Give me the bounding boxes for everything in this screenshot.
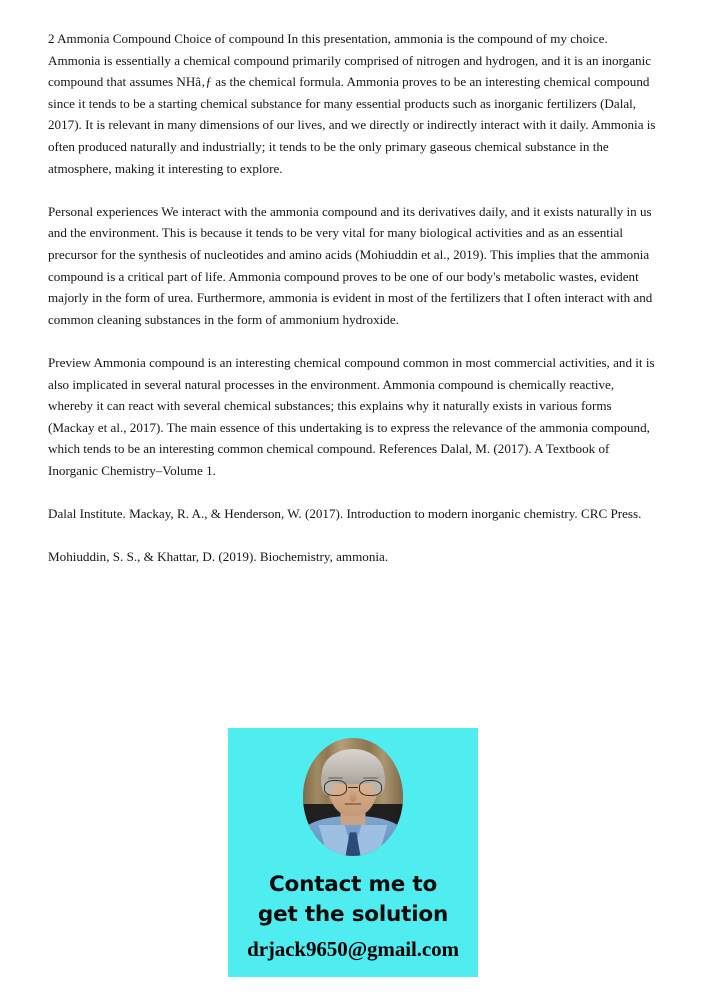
paragraph-intro: 2 Ammonia Compound Choice of compound In this presentation, ammonia is the compound of my choice. Ammonia is essentially a chemical compound primarily comprised of nitrogen and hydrogen, and it is an inorganic compound that assumes NHâ‚ƒ as the chemical formula. Ammonia proves to be an interesting chemical compound since it tends to be a starting chemical substance for many essential products such as inorganic fertilizers (Dalal, 2017). It is relevant in many dimensions of our lives, and we directly or indirectly interact with it daily. Ammonia is often produced naturally and industrially; it tends to be the only primary gaseous chemical substance in the atmosphere, making it interesting to explore.: [48, 31, 656, 176]
paragraph-reference-mohiuddin: Mohiuddin, S. S., & Khattar, D. (2019). Biochemistry, ammonia.: [48, 549, 389, 565]
paragraph-preview: Preview Ammonia compound is an interesting chemical compound common in most commercial activities, and it is also implicated in several natural processes in the environment. Ammonia compound is chemically reactive, whereby it can react with several chemical substances; this explains why it naturally exists in various forms (Mackay et al., 2017). The main essence of this undertaking is to express the relevance of the ammonia compound, which tends to be an interesting common chemical compound. References Dalal, M. (2017). A Textbook of Inorganic Chemistry–Volume 1.: [48, 354, 655, 478]
portrait-lens-right: [359, 780, 382, 795]
promo-headline-line-2: get the solution: [257, 902, 449, 927]
portrait-nose: [350, 791, 357, 802]
portrait-photo-icon: [303, 738, 403, 856]
promo-headline-line-1: Contact me to: [268, 872, 438, 897]
portrait-eyebrow-right: [363, 777, 378, 779]
portrait-eyebrow-left: [328, 777, 343, 779]
promo-headline: [258, 870, 448, 930]
portrait-lens-left: [324, 780, 347, 795]
document-body: [48, 28, 660, 568]
promo-contact-card: [228, 728, 478, 977]
paragraph-reference-mackay: Dalal Institute. Mackay, R. A., & Henderson, W. (2017). Introduction to modern inorganic chemistry. CRC Press.: [48, 506, 642, 522]
portrait-glasses-bridge: [348, 787, 358, 788]
promo-email-address[interactable]: drjack9650@gmail.com: [247, 937, 459, 961]
paragraph-personal-experiences: Personal experiences We interact with the ammonia compound and its derivatives daily, and it exists naturally in us and the environment. This is because it tends to be very vital for many biological activities and as an essential precursor for the synthesis of nucleotides and amino acids (Mohiuddin et al., 2019). This implies that the ammonia compound is a critical part of life. Ammonia compound proves to be one of our body's metabolic wastes, evident majorly in the form of urea. Furthermore, ammonia is evident in most of the fertilizers that I often interact with and common cleaning substances in the form of ammonium hydroxide.: [48, 203, 653, 327]
